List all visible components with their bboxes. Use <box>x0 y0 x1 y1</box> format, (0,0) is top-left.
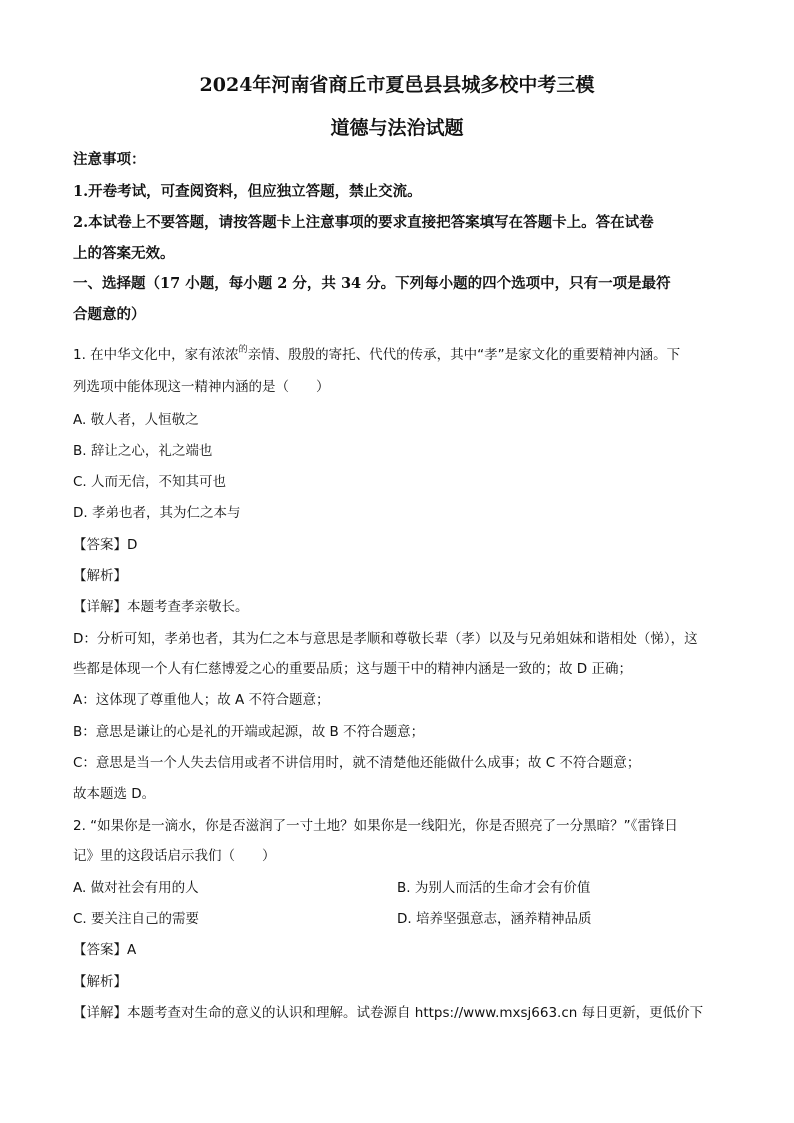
q2-option-c: C. 要关注自己的需要 <box>73 911 200 927</box>
section-heading-line2: 合题意的） <box>73 306 146 323</box>
q1-explain-b: B：意思是谦让的心是礼的开端或起源，故 B 不符合题意； <box>73 724 425 740</box>
notice-item-1: 1.开卷考试，可查阅资料，但应独立答题，禁止交流。 <box>73 183 422 200</box>
q2-option-d: D. 培养坚强意志，涵养精神品质 <box>397 911 592 927</box>
section-heading-line1: 一、选择题（17 小题，每小题 2 分，共 34 分。下列每小题的四个选项中，只有一项是最符 <box>73 275 671 292</box>
q2-analysis-label: 【解析】 <box>73 974 127 990</box>
q2-answer: 【答案】A <box>73 942 137 958</box>
q1-answer: 【答案】D <box>73 537 138 553</box>
exam-title: 2024年河南省商丘市夏邑县县城多校中考三模 <box>199 74 595 96</box>
q1-conclusion: 故本题选 D。 <box>73 786 156 802</box>
q1-analysis-label: 【解析】 <box>73 568 127 584</box>
q1-stem-line2: 列选项中能体现这一精神内涵的是（ ） <box>73 379 330 395</box>
q1-explain-d-line2: 些都是体现一个人有仁慈博爱之心的重要品质；这与题干中的精神内涵是一致的；故 D 正确； <box>73 661 632 677</box>
q1-option-b: B. 辞让之心，礼之端也 <box>73 443 213 459</box>
q1-explain-c: C：意思是当一个人失去信用或者不讲信用时，就不清楚他还能做什么成事；故 C 不符合题意； <box>73 755 641 771</box>
q1-stem-superscript: 的 <box>238 345 248 355</box>
q2-option-a: A. 做对社会有用的人 <box>73 880 199 896</box>
notice-heading: 注意事项： <box>73 151 146 168</box>
q2-stem-line1: 2. “如果你是一滴水，你是否滋润了一寸土地？如果你是一线阳光，你是否照亮了一分黑暗？”《雷锋日 <box>73 818 678 834</box>
q2-detail: 【详解】本题考查对生命的意义的认识和理解。试卷源自 https://www.mxsj663.cn 每日更新，更低价下 <box>73 1005 704 1021</box>
notice-item-2-line1: 2.本试卷上不要答题，请按答题卡上注意事项的要求直接把答案填写在答题卡上。答在试卷 <box>73 214 654 231</box>
q1-stem-line1 <box>73 345 723 367</box>
q1-option-d: D. 孝弟也者，其为仁之本与 <box>73 505 241 521</box>
q1-explain-d-line1: D：分析可知，孝弟也者，其为仁之本与意思是孝顺和尊敬长辈（孝）以及与兄弟姐妹和谐相处（悌），这 <box>73 631 698 647</box>
q1-option-a: A. 敬人者，人恒敬之 <box>73 412 199 428</box>
q1-option-c: C. 人而无信，不知其可也 <box>73 474 227 490</box>
q1-explain-a: A：这体现了尊重他人；故 A 不符合题意； <box>73 692 330 708</box>
exam-subtitle: 道德与法治试题 <box>330 117 464 139</box>
q1-stem-part-a: 1. 在中华文化中，家有浓浓 <box>73 347 239 363</box>
q1-detail: 【详解】本题考查孝亲敬长。 <box>73 599 249 615</box>
notice-item-2-line2: 上的答案无效。 <box>73 245 175 262</box>
q2-stem-line2: 记》里的这段话启示我们（ ） <box>73 848 276 864</box>
q2-option-b: B. 为别人而活的生命才会有价值 <box>397 880 591 896</box>
q1-stem-part-b: 亲情、殷殷的寄托、代代的传承，其中“孝”是家文化的重要精神内涵。下 <box>247 347 681 363</box>
